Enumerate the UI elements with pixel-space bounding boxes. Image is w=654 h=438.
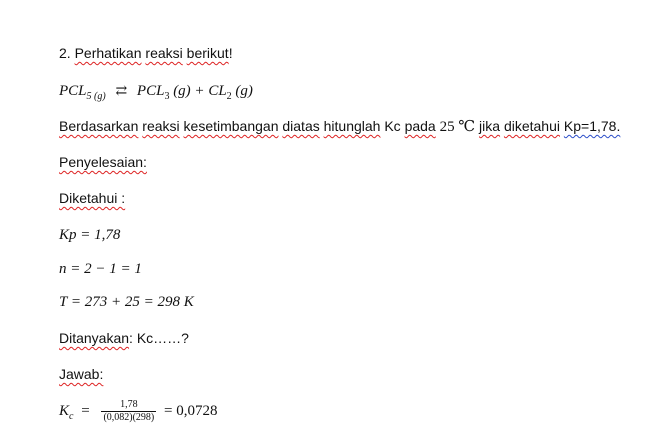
kc-symbol: K — [59, 403, 70, 419]
asked-word: Ditanyakan — [59, 330, 130, 346]
asked-line — [59, 329, 189, 347]
spell-word: reaksi — [142, 118, 180, 134]
reactant-sub: 5 (g) — [86, 91, 106, 102]
spell-word: kesetimbangan — [183, 118, 279, 134]
spell-word: jika — [479, 118, 501, 134]
spell-word: hitunglah — [323, 118, 381, 134]
spell-word: diatas — [282, 118, 320, 134]
reactant: PCL — [59, 83, 87, 99]
question-number: 2. — [59, 45, 71, 61]
product1: PCL — [136, 83, 165, 99]
product2-sub: 2 — [226, 91, 232, 102]
kp-equation: Kp = 1,78 — [59, 227, 121, 243]
spell-word: reaksi — [145, 45, 183, 61]
spell-word: diketahui — [503, 118, 560, 134]
kc-result: = 0,0728 — [164, 403, 218, 419]
fraction-denominator: (0,082)(298) — [103, 412, 155, 424]
solution-text: Penyelesaian: — [59, 154, 147, 170]
answer-text: Jawab: — [59, 366, 104, 382]
known-text: Diketahui : — [59, 190, 126, 206]
asked-rest: : Kc……? — [129, 330, 189, 346]
kp-given: Kp=1,78. — [563, 118, 621, 134]
product1-sub: 3 — [164, 91, 170, 102]
t-equation: T = 273 + 25 = 298 K — [59, 294, 194, 310]
kc-equation — [59, 396, 217, 428]
fraction-numerator: 1,78 — [101, 399, 156, 412]
spell-word: pada — [404, 118, 436, 134]
product2: CL — [208, 83, 227, 99]
solution-label — [59, 153, 147, 171]
word: Kc — [384, 118, 401, 134]
n-equation: n = 2 − 1 = 1 — [59, 261, 142, 277]
spell-word: berikut — [186, 45, 229, 61]
spell-word: Berdasarkan — [59, 118, 139, 134]
kc-sub: c — [69, 411, 74, 422]
instruction-text — [59, 117, 620, 136]
kc-fraction — [101, 399, 156, 424]
question-heading — [59, 44, 233, 62]
equilibrium-arrow-icon: ⇄ — [115, 84, 128, 99]
answer-label — [59, 365, 103, 383]
reaction-equation — [59, 82, 253, 102]
known-label — [59, 189, 125, 207]
temperature: 25 ℃ — [439, 119, 476, 135]
product1-state: (g) + — [173, 83, 205, 99]
punct: ! — [228, 45, 233, 61]
spell-word: Perhatikan — [74, 45, 142, 61]
equals-sign: = — [81, 403, 90, 419]
product2-state: (g) — [235, 83, 253, 99]
